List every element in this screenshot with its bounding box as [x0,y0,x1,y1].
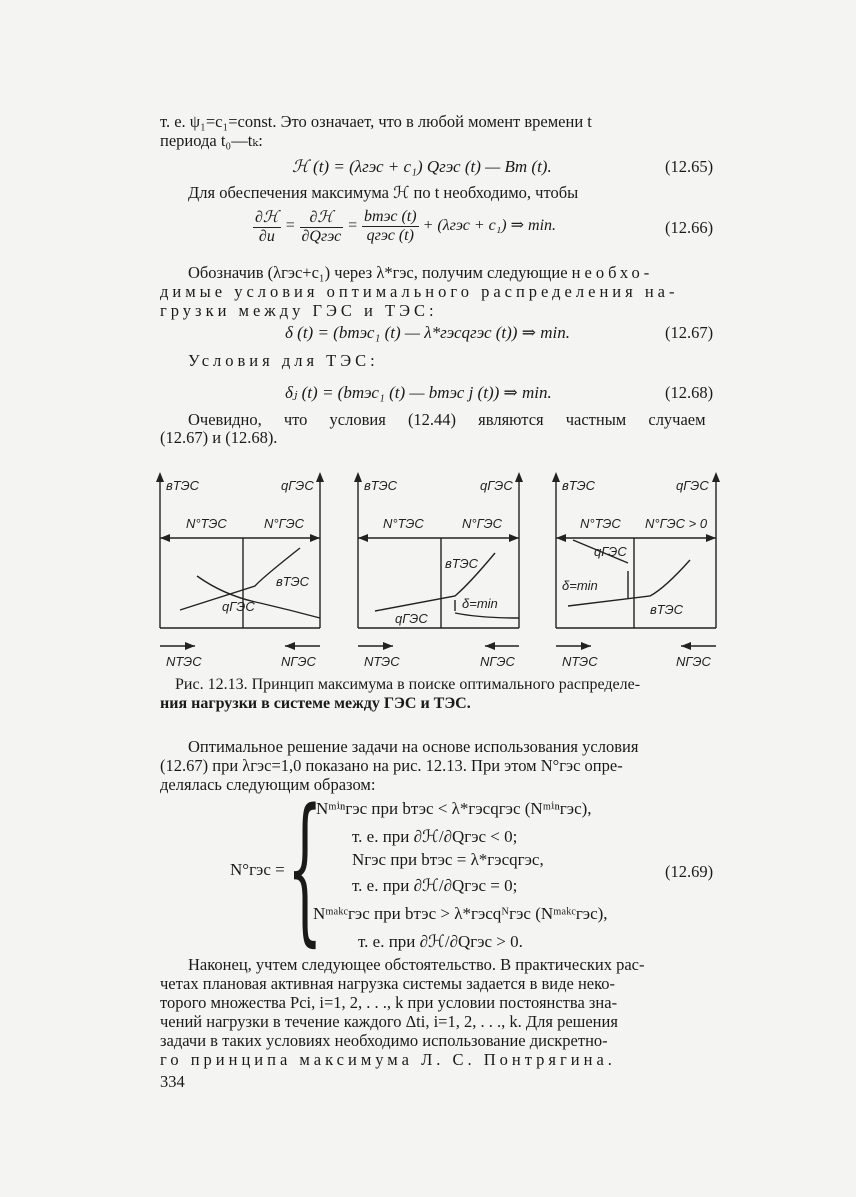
case-line: т. е. при ∂ℋ/∂Qгэс = 0; [352,876,518,895]
label-n-ges: NГЭС [480,654,515,669]
label-n-ges-o: N°ГЭС [264,516,305,531]
text-line: т. е. ψ₁=c₁=const. Это означает, что в любой момент времени t [160,112,592,131]
label-q-ges: qГЭС [222,599,255,614]
label-q-ges: qГЭС [676,478,709,493]
label-delta-min: δ=min [462,596,498,611]
label-delta-min: δ=min [562,578,598,593]
label-q-ges: qГЭС [281,478,314,493]
label-q-ges: qГЭС [395,611,428,626]
equation-number: (12.68) [665,383,714,402]
text-line: го принципа максимума Л. С. Понтрягина. [160,1050,616,1069]
label-n-ges-o: N°ГЭС [462,516,503,531]
text-line: димые условия оптимального распределения на- [160,282,679,301]
text-line: Оптимальное решение задачи на основе использования условия [188,737,639,756]
label-n-tes: NТЭС [364,654,400,669]
text-line: чений нагрузки в течение каждого Δti, i=1, 2, . . ., k. Для решения [160,1012,618,1031]
equation-number: (12.65) [665,157,714,176]
equation-12-68: δⱼ (t) = (bтэс₁ (t) — bтэс j (t)) ⇒ min. [285,383,552,402]
equation-12-65: ℋ (t) = (λгэс + c₁) Qгэс (t) — Bт (t). [292,157,552,176]
equation-number: (12.67) [665,323,714,342]
label-n-tes-o: N°ТЭС [580,516,621,531]
label-b-tes: вТЭС [562,478,595,493]
text-line: делялась следующим образом: [160,775,376,794]
label-n-tes-o: N°ТЭС [383,516,424,531]
text-line: Обозначив (λгэс+c₁) через λ*гэс, получим следующие необхо- [188,263,654,282]
case-line: Nᵐᵃᵏᶜгэс при bтэс > λ*гэсqᴺгэс (Nᵐᵃᵏᶜгэс), [313,904,608,923]
text-line: (12.67) при λгэс=1,0 показано на рис. 12.13. При этом N°гэс опре- [160,756,623,775]
equation-12-66: $\frac{\text{∂ℋ}}{\partial u}$ = $\frac{\text{∂ℋ}}{\text{∂Qгэс}}$ = $\frac{\text{bтэс (t)}}{\text{qгэс (t)}}$ + (λгэс + c₁) ⇒ min. [255,208,557,245]
brace: { [287,774,323,961]
figure-12-13 [0,468,856,688]
label-n-tes: NТЭС [562,654,598,669]
text-line: грузки между ГЭС и ТЭС: [160,301,438,320]
case-line: Nᵐⁱⁿгэс при bтэс < λ*гэсqгэс (Nᵐⁱⁿгэс), [316,799,592,818]
label-b-tes: вТЭС [650,602,683,617]
case-line: т. е. при ∂ℋ/∂Qгэс < 0; [352,827,518,846]
text-line: четах плановая активная нагрузка системы задается в виде неко- [160,974,616,993]
text-line: Очевидно, что условия (12.44) являются частным случаем [188,410,706,429]
label-b-tes: вТЭС [364,478,397,493]
label-n-tes: NТЭС [166,654,202,669]
figure-caption: ния нагрузки в системе между ГЭС и ТЭС. [160,695,471,712]
label-q-ges: qГЭС [594,544,627,559]
page-number: 334 [160,1072,185,1091]
label-q-ges: qГЭС [480,478,513,493]
text-line: (12.67) и (12.68). [160,428,278,447]
text-line: торого множества Pci, i=1, 2, . . ., k при условии постоянства зна- [160,993,618,1012]
text-line: задачи в таких условиях необходимо использование дискретно- [160,1031,608,1050]
case-line: т. е. при ∂ℋ/∂Qгэс > 0. [358,932,523,951]
text-line: Условия для ТЭС: [188,351,379,370]
equation-12-67: δ (t) = (bтэс₁ (t) — λ*гэсqгэс (t)) ⇒ min. [285,323,570,342]
label-n-ges: NГЭС [676,654,711,669]
text-line: Наконец, учтем следующее обстоятельство. В практических рас- [188,955,645,974]
case-line: Nгэс при bтэс = λ*гэсqгэс, [352,850,544,869]
label-n-ges-o-gt: N°ГЭС > 0 [645,516,708,531]
label-n-ges: NГЭС [281,654,316,669]
label-n-tes-o: N°ТЭС [186,516,227,531]
label-b-tes: вТЭС [276,574,309,589]
label-b-tes: вТЭС [166,478,199,493]
equation-number: (12.69) [665,862,714,881]
label-b-tes: вТЭС [445,556,478,571]
equation-number: (12.66) [665,218,714,237]
n-label: N°гэс = [230,860,285,879]
figure-caption: Рис. 12.13. Принцип максимума в поиске оптимального распределе- [175,676,641,693]
text-line: Для обеспечения максимума ℋ по t необходимо, чтобы [188,183,579,202]
text-line: периода t₀—tₖ: [160,131,263,150]
